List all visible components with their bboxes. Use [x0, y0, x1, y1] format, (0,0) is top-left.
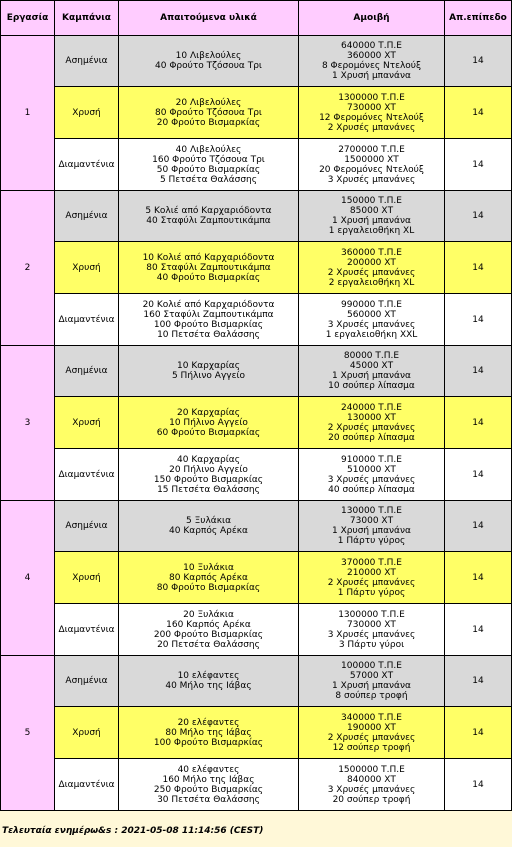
campaign-cell: Χρυσή — [55, 397, 119, 449]
material-line: 20 Ξυλάκια — [183, 609, 234, 620]
material-line: 10 Πήλινο Αγγείο — [169, 417, 248, 428]
reward-line: 1500000 ΧΤ — [344, 154, 399, 165]
reward-cell — [299, 139, 445, 191]
reward-line: 12 Φερομόνες Ντελούξ — [319, 112, 424, 123]
reward-line: 20 Φερομόνες Ντελούξ — [319, 164, 424, 175]
table-body — [1, 36, 512, 811]
reward-line: 360000 Τ.Π.Ε — [341, 247, 402, 258]
task-number: 2 — [1, 191, 55, 346]
material-line: 60 Φρούτο Βισμαρκίας — [156, 427, 261, 438]
table-row — [1, 36, 512, 87]
campaign-cell: Χρυσή — [55, 552, 119, 604]
reward-cell — [299, 191, 445, 242]
reward-line: 3 Χρυσές μπανάνες — [327, 629, 416, 640]
materials-cell — [119, 87, 299, 139]
level-cell: 14 — [445, 501, 512, 552]
level-cell: 14 — [445, 707, 512, 759]
material-line: 40 Φρούτο Βισμαρκίας — [156, 272, 261, 283]
task-number: 3 — [1, 346, 55, 501]
material-line: 20 ελέφαντες — [177, 717, 240, 728]
materials-cell — [119, 36, 299, 87]
reward-cell — [299, 346, 445, 397]
campaign-cell: Διαμαντένια — [55, 604, 119, 656]
reward-line: 150000 Τ.Π.Ε — [341, 196, 402, 206]
table-row — [1, 656, 512, 707]
reward-line: 1 Χρυσή μπανάνα — [332, 71, 411, 81]
reward-line: 200000 ΧΤ — [347, 257, 396, 268]
reward-line: 8 Φερομόνες Ντελούξ — [321, 61, 422, 71]
reward-line: 1 Χρυσή μπανάνα — [332, 526, 411, 536]
campaign-cell: Ασημένια — [55, 346, 119, 397]
level-cell: 14 — [445, 294, 512, 346]
header-campaign: Καμπάνια — [55, 1, 119, 36]
materials-cell — [119, 501, 299, 552]
table-row — [1, 87, 512, 139]
reward-line: 130000 Τ.Π.Ε — [341, 506, 402, 516]
materials-cell — [119, 242, 299, 294]
material-line: 150 Φρούτο Βισμαρκίας — [153, 474, 264, 485]
campaign-cell: Ασημένια — [55, 36, 119, 87]
reward-cell — [299, 242, 445, 294]
material-line: 20 Πήλινο Αγγείο — [169, 464, 248, 475]
reward-cell — [299, 294, 445, 346]
campaign-cell: Διαμαντένια — [55, 449, 119, 501]
level-cell: 14 — [445, 604, 512, 656]
campaign-cell: Διαμαντένια — [55, 139, 119, 191]
reward-line: 73000 ΧΤ — [349, 516, 394, 526]
reward-line: 2 Χρυσές μπανάνες — [327, 732, 416, 743]
reward-line: 3 Χρυσές μπανάνες — [327, 319, 416, 330]
material-line: 20 Κολιέ από Καρχαριόδοντα — [142, 299, 275, 310]
reward-line: 2 Χρυσές μπανάνες — [327, 122, 416, 133]
reward-line: 190000 ΧΤ — [347, 722, 396, 733]
reward-line: 990000 Τ.Π.Ε — [341, 299, 402, 310]
reward-line: 3 Πάρτυ γύροι — [338, 639, 405, 650]
material-line: 10 ελέφαντες — [177, 671, 240, 681]
reward-line: 3 Χρυσές μπανάνες — [327, 174, 416, 185]
material-line: 160 Καρπός Αρέκα — [166, 619, 251, 630]
level-cell: 14 — [445, 552, 512, 604]
reward-line: 1500000 Τ.Π.Ε — [338, 764, 405, 775]
reward-line: 2 Χρυσές μπανάνες — [327, 267, 416, 278]
header-materials: Απαιτούμενα υλικά — [119, 1, 299, 36]
reward-line: 730000 ΧΤ — [347, 619, 396, 630]
reward-line: 85000 ΧΤ — [349, 206, 394, 216]
table-row — [1, 346, 512, 397]
table-row — [1, 191, 512, 242]
material-line: 40 Καρχαρίας — [177, 454, 240, 465]
reward-line: 510000 ΧΤ — [347, 464, 396, 475]
table-row — [1, 449, 512, 501]
reward-line: 370000 Τ.Π.Ε — [341, 557, 402, 568]
reward-cell — [299, 501, 445, 552]
materials-cell — [119, 191, 299, 242]
table-row — [1, 139, 512, 191]
materials-cell — [119, 294, 299, 346]
campaign-cell: Ασημένια — [55, 501, 119, 552]
material-line: 5 Κολιέ από Καρχαριόδοντα — [145, 206, 272, 216]
material-line: 250 Φρούτο Βισμαρκίας — [153, 784, 264, 795]
material-line: 10 Καρχαρίας — [177, 361, 240, 371]
table-row — [1, 501, 512, 552]
reward-line: 12 σούπερ τροφή — [332, 742, 411, 753]
reward-line: 360000 ΧΤ — [347, 51, 396, 61]
material-line: 20 Φρούτο Βισμαρκίας — [156, 117, 261, 128]
material-line: 20 Λιβελούλες — [175, 97, 242, 108]
level-cell: 14 — [445, 449, 512, 501]
material-line: 40 ελέφαντες — [177, 764, 240, 775]
reward-line: 100000 Τ.Π.Ε — [341, 661, 402, 671]
materials-cell — [119, 656, 299, 707]
level-cell: 14 — [445, 139, 512, 191]
campaign-cell: Χρυσή — [55, 707, 119, 759]
reward-line: 2 Χρυσές μπανάνες — [327, 577, 416, 588]
table-row — [1, 397, 512, 449]
task-number: 5 — [1, 656, 55, 811]
materials-cell — [119, 759, 299, 811]
material-line: 160 Φρούτο Τζόσουα Τρι — [152, 154, 265, 165]
reward-line: 10 σούπερ λίπασμα — [328, 381, 415, 391]
material-line: 15 Πετσέτα Θαλάσσης — [157, 484, 260, 495]
material-line: 40 Καρπός Αρέκα — [169, 526, 248, 536]
reward-line: 57000 ΧΤ — [349, 671, 394, 681]
header-task: Εργασία — [1, 1, 55, 36]
reward-line: 1 Πάρτυ γύρος — [337, 536, 406, 546]
material-line: 20 Καρχαρίας — [177, 407, 240, 418]
reward-line: 1 Χρυσή μπανάνα — [332, 216, 411, 226]
material-line: 200 Φρούτο Βισμαρκίας — [153, 629, 264, 640]
reward-line: 3 Χρυσές μπανάνες — [327, 474, 416, 485]
reward-line: 1 εργαλειοθήκη XL — [328, 226, 415, 236]
reward-cell — [299, 36, 445, 87]
reward-line: 20 σούπερ τροφή — [332, 794, 411, 805]
material-line: 80 Φρούτο Τζόσουα Τρι — [155, 107, 262, 118]
campaign-cell: Χρυσή — [55, 87, 119, 139]
level-cell: 14 — [445, 87, 512, 139]
materials-cell — [119, 449, 299, 501]
reward-line: 1300000 Τ.Π.Ε — [338, 609, 405, 620]
material-line: 40 Λιβελούλες — [175, 144, 242, 155]
table-row — [1, 707, 512, 759]
reward-cell — [299, 87, 445, 139]
reward-line: 240000 Τ.Π.Ε — [341, 402, 402, 413]
material-line: 30 Πετσέτα Θαλάσσης — [157, 794, 260, 805]
reward-line: 8 σούπερ τροφή — [335, 691, 408, 701]
materials-cell — [119, 707, 299, 759]
material-line: 100 Φρούτο Βισμαρκίας — [153, 319, 264, 330]
reward-line: 640000 Τ.Π.Ε — [341, 41, 402, 51]
material-line: 100 Φρούτο Βισμαρκίας — [153, 737, 264, 748]
material-line: 10 Κολιέ από Καρχαριόδοντα — [142, 252, 275, 263]
reward-cell — [299, 449, 445, 501]
reward-line: 1300000 Τ.Π.Ε — [338, 92, 405, 103]
reward-line: 2700000 Τ.Π.Ε — [338, 144, 405, 155]
reward-cell — [299, 656, 445, 707]
material-line: 20 Πετσέτα Θαλάσσης — [157, 639, 260, 650]
material-line: 80 Καρπός Αρέκα — [169, 572, 248, 583]
reward-line: 40 σούπερ λίπασμα — [328, 484, 415, 495]
level-cell: 14 — [445, 346, 512, 397]
level-cell: 14 — [445, 242, 512, 294]
material-line: 80 Μήλο της Ιάβας — [165, 727, 252, 738]
table-row — [1, 294, 512, 346]
materials-cell — [119, 139, 299, 191]
material-line: 10 Ξυλάκια — [183, 562, 234, 573]
reward-line: 1 Χρυσή μπανάνα — [332, 371, 411, 381]
table-row — [1, 242, 512, 294]
material-line: 40 Φρούτο Τζόσουα Τρι — [155, 61, 262, 71]
reward-cell — [299, 707, 445, 759]
material-line: 5 Πήλινο Αγγείο — [171, 371, 246, 381]
reward-line: 130000 ΧΤ — [347, 412, 396, 423]
materials-cell — [119, 552, 299, 604]
material-line: 40 Μήλο της Ιάβας — [165, 681, 252, 691]
reward-line: 1 εργαλειοθήκη XXL — [325, 329, 418, 340]
last-updated: Τελευταία ενημέρω&s : 2021-05-08 11:14:56 (CEST) — [2, 826, 264, 836]
table-header-row — [1, 1, 512, 36]
material-line: 10 Πετσέτα Θαλάσσης — [157, 329, 260, 340]
materials-cell — [119, 397, 299, 449]
reward-cell — [299, 759, 445, 811]
task-number: 1 — [1, 36, 55, 191]
level-cell: 14 — [445, 759, 512, 811]
campaign-cell: Ασημένια — [55, 656, 119, 707]
reward-line: 910000 Τ.Π.Ε — [341, 454, 402, 465]
campaign-cell: Διαμαντένια — [55, 294, 119, 346]
campaign-cell: Χρυσή — [55, 242, 119, 294]
reward-line: 210000 ΧΤ — [347, 567, 396, 578]
reward-line: 20 σούπερ λίπασμα — [328, 432, 415, 443]
reward-line: 80000 Τ.Π.Ε — [343, 351, 400, 361]
reward-line: 3 Χρυσές μπανάνες — [327, 784, 416, 795]
header-level: Απ.επίπεδο — [445, 1, 512, 36]
reward-line: 340000 Τ.Π.Ε — [341, 712, 402, 723]
reward-cell — [299, 397, 445, 449]
reward-line: 560000 ΧΤ — [347, 309, 396, 320]
level-cell: 14 — [445, 397, 512, 449]
table-row — [1, 759, 512, 811]
material-line: 5 Πετσέτα Θαλάσσης — [159, 174, 258, 185]
material-line: 50 Φρούτο Βισμαρκίας — [156, 164, 261, 175]
material-line: 160 Μήλο της Ιάβας — [162, 774, 255, 785]
table-row — [1, 604, 512, 656]
table-row — [1, 552, 512, 604]
reward-line: 2 Χρυσές μπανάνες — [327, 422, 416, 433]
reward-line: 730000 ΧΤ — [347, 102, 396, 113]
reward-cell — [299, 604, 445, 656]
task-number: 4 — [1, 501, 55, 656]
reward-line: 1 Πάρτυ γύρος — [337, 587, 406, 598]
reward-line: 2 εργαλειοθήκη XL — [328, 277, 415, 288]
level-cell: 14 — [445, 191, 512, 242]
material-line: 5 Ξυλάκια — [185, 516, 232, 526]
campaign-cell: Ασημένια — [55, 191, 119, 242]
materials-cell — [119, 346, 299, 397]
reward-cell — [299, 552, 445, 604]
campaign-cell: Διαμαντένια — [55, 759, 119, 811]
reward-line: 1 Χρυσή μπανάνα — [332, 681, 411, 691]
material-line: 80 Φρούτο Βισμαρκίας — [156, 582, 261, 593]
material-line: 40 Σταφύλι Ζαμπουτικάμπα — [146, 216, 271, 226]
material-line: 80 Σταφύλι Ζαμπουτικάμπα — [146, 262, 271, 273]
material-line: 160 Σταφύλι Ζαμπουτικάμπα — [143, 309, 274, 320]
material-line: 10 Λιβελούλες — [175, 51, 242, 61]
reward-line: 45000 ΧΤ — [349, 361, 394, 371]
materials-cell — [119, 604, 299, 656]
level-cell: 14 — [445, 36, 512, 87]
header-reward: Αμοιβή — [299, 1, 445, 36]
level-cell: 14 — [445, 656, 512, 707]
reward-line: 840000 ΧΤ — [347, 774, 396, 785]
